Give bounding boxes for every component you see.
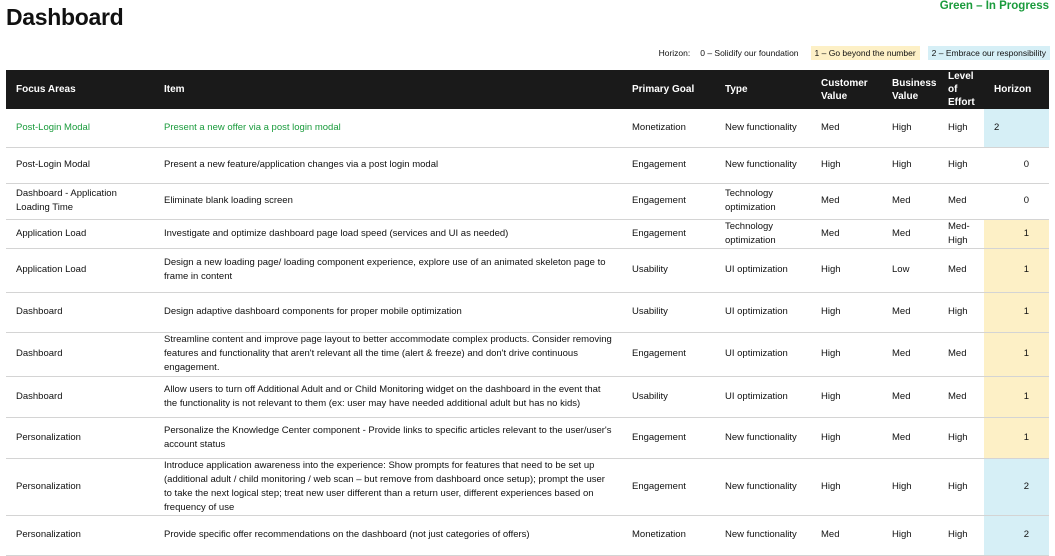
cell-type: Technology optimization [715,219,811,248]
legend-horizon-2: 2 – Embrace our responsibility [928,46,1050,60]
cell-item: Eliminate blank loading screen [154,183,622,219]
table-row [6,183,1049,219]
cell-primary-goal: Engagement [622,417,715,458]
cell-customer-value: Med [811,183,882,219]
page-title: Dashboard [6,4,124,30]
cell-horizon: 1 [984,417,1049,458]
table-row [6,417,1049,458]
cell-item: Provide specific offer recommendations on the dashboard (not just categories of offers) [154,515,622,555]
cell-item: Allow users to turn off Additional Adult and or Child Monitoring widget on the dashboard in the event that the functionality is not relevant to them (ex: user may have needed additional adult but has no kids) [154,376,622,417]
cell-customer-value: Med [811,109,882,147]
cell-primary-goal: Engagement [622,147,715,183]
cell-focus-area: Application Load [6,219,154,248]
cell-primary-goal: Engagement [622,332,715,376]
cell-primary-goal: Engagement [622,183,715,219]
cell-focus-area: Dashboard [6,332,154,376]
table-row [6,292,1049,332]
cell-horizon: 0 [984,183,1049,219]
cell-customer-value: High [811,376,882,417]
col-header-focus-areas: Focus Areas [6,70,154,109]
cell-customer-value: Med [811,219,882,248]
cell-business-value: High [882,147,938,183]
cell-type: UI optimization [715,292,811,332]
cell-level-of-effort: High [938,515,984,555]
cell-level-of-effort: High [938,109,984,147]
cell-focus-area: Dashboard [6,292,154,332]
cell-focus-area: Post-Login Modal [6,109,154,147]
cell-item: Introduce application awareness into the experience: Show prompts for features that need to be set up (additional adult / child monitoring / web scan – but remove from dashboard once setup); prompt the user to take the next logical step; treat new user different than a return user, different experiences based on frequency of use [154,458,622,515]
cell-horizon: 2 [984,515,1049,555]
cell-item: Streamline content and improve page layout to better accommodate complex products. Consider removing features and functionality that aren't relevant all the time (alert & freeze) and don't drive continuous engagement. [154,332,622,376]
cell-horizon: 1 [984,219,1049,248]
cell-business-value: High [882,515,938,555]
col-header-customer-value: Customer Value [811,70,882,109]
cell-type: New functionality [715,458,811,515]
cell-customer-value: High [811,248,882,292]
cell-primary-goal: Monetization [622,515,715,555]
col-header-primary-goal: Primary Goal [622,70,715,109]
table-row [6,332,1049,376]
cell-business-value: Med [882,219,938,248]
cell-level-of-effort: Med [938,376,984,417]
cell-focus-area: Personalization [6,515,154,555]
cell-focus-area: Dashboard - Application Loading Time [6,183,154,219]
cell-type: UI optimization [715,376,811,417]
cell-business-value: Med [882,376,938,417]
cell-customer-value: High [811,458,882,515]
cell-business-value: Low [882,248,938,292]
cell-primary-goal: Monetization [622,109,715,147]
cell-customer-value: High [811,332,882,376]
table-row [6,458,1049,515]
cell-item: Design a new loading page/ loading component experience, explore use of an animated skeleton page to frame in content [154,248,622,292]
table-row [6,248,1049,292]
cell-horizon: 1 [984,248,1049,292]
cell-type: Technology optimization [715,183,811,219]
cell-horizon: 2 [984,458,1049,515]
cell-type: New functionality [715,109,811,147]
cell-primary-goal: Engagement [622,458,715,515]
cell-business-value: Med [882,417,938,458]
table-header-row [6,70,1049,109]
cell-level-of-effort: High [938,417,984,458]
horizon-legend [655,46,1050,60]
legend-horizon-0: 0 – Solidify our foundation [700,48,799,58]
cell-business-value: High [882,458,938,515]
cell-horizon: 0 [984,147,1049,183]
cell-focus-area: Dashboard [6,376,154,417]
roadmap-table [6,70,1049,556]
col-header-item: Item [154,70,622,109]
col-header-level-of-effort: Level of Effort [938,70,984,109]
cell-level-of-effort: Med [938,183,984,219]
table-row [6,219,1049,248]
col-header-horizon: Horizon [984,70,1049,109]
cell-customer-value: Med [811,515,882,555]
legend-horizon-1: 1 – Go beyond the number [811,46,920,60]
cell-level-of-effort: High [938,147,984,183]
cell-customer-value: High [811,417,882,458]
cell-horizon: 2 [984,109,1049,147]
cell-level-of-effort: Med [938,332,984,376]
cell-focus-area: Post-Login Modal [6,147,154,183]
cell-item: Design adaptive dashboard components for proper mobile optimization [154,292,622,332]
cell-primary-goal: Engagement [622,219,715,248]
cell-focus-area: Personalization [6,417,154,458]
cell-focus-area: Personalization [6,458,154,515]
cell-focus-area: Application Load [6,248,154,292]
cell-type: UI optimization [715,332,811,376]
cell-type: New functionality [715,147,811,183]
cell-customer-value: High [811,292,882,332]
cell-type: New functionality [715,417,811,458]
cell-horizon: 1 [984,332,1049,376]
cell-level-of-effort: High [938,292,984,332]
table-row [6,515,1049,555]
cell-level-of-effort: Med [938,248,984,292]
cell-level-of-effort: High [938,458,984,515]
cell-customer-value: High [811,147,882,183]
cell-primary-goal: Usability [622,248,715,292]
cell-business-value: High [882,109,938,147]
cell-level-of-effort: Med-High [938,219,984,248]
cell-business-value: Med [882,332,938,376]
table-row [6,109,1049,147]
cell-business-value: Med [882,292,938,332]
table-row [6,147,1049,183]
cell-horizon: 1 [984,376,1049,417]
table-row [6,376,1049,417]
cell-primary-goal: Usability [622,376,715,417]
cell-item: Present a new offer via a post login modal [154,109,622,147]
cell-primary-goal: Usability [622,292,715,332]
col-header-type: Type [715,70,811,109]
cell-horizon: 1 [984,292,1049,332]
cell-item: Present a new feature/application changes via a post login modal [154,147,622,183]
cell-type: UI optimization [715,248,811,292]
cell-item: Personalize the Knowledge Center component - Provide links to specific articles relevant to the user/user's account status [154,417,622,458]
cell-item: Investigate and optimize dashboard page load speed (services and UI as needed) [154,219,622,248]
legend-label: Horizon: [658,48,691,58]
status-note: Green – In Progress [939,0,1049,12]
cell-business-value: Med [882,183,938,219]
col-header-business-value: Business Value [882,70,938,109]
cell-type: New functionality [715,515,811,555]
